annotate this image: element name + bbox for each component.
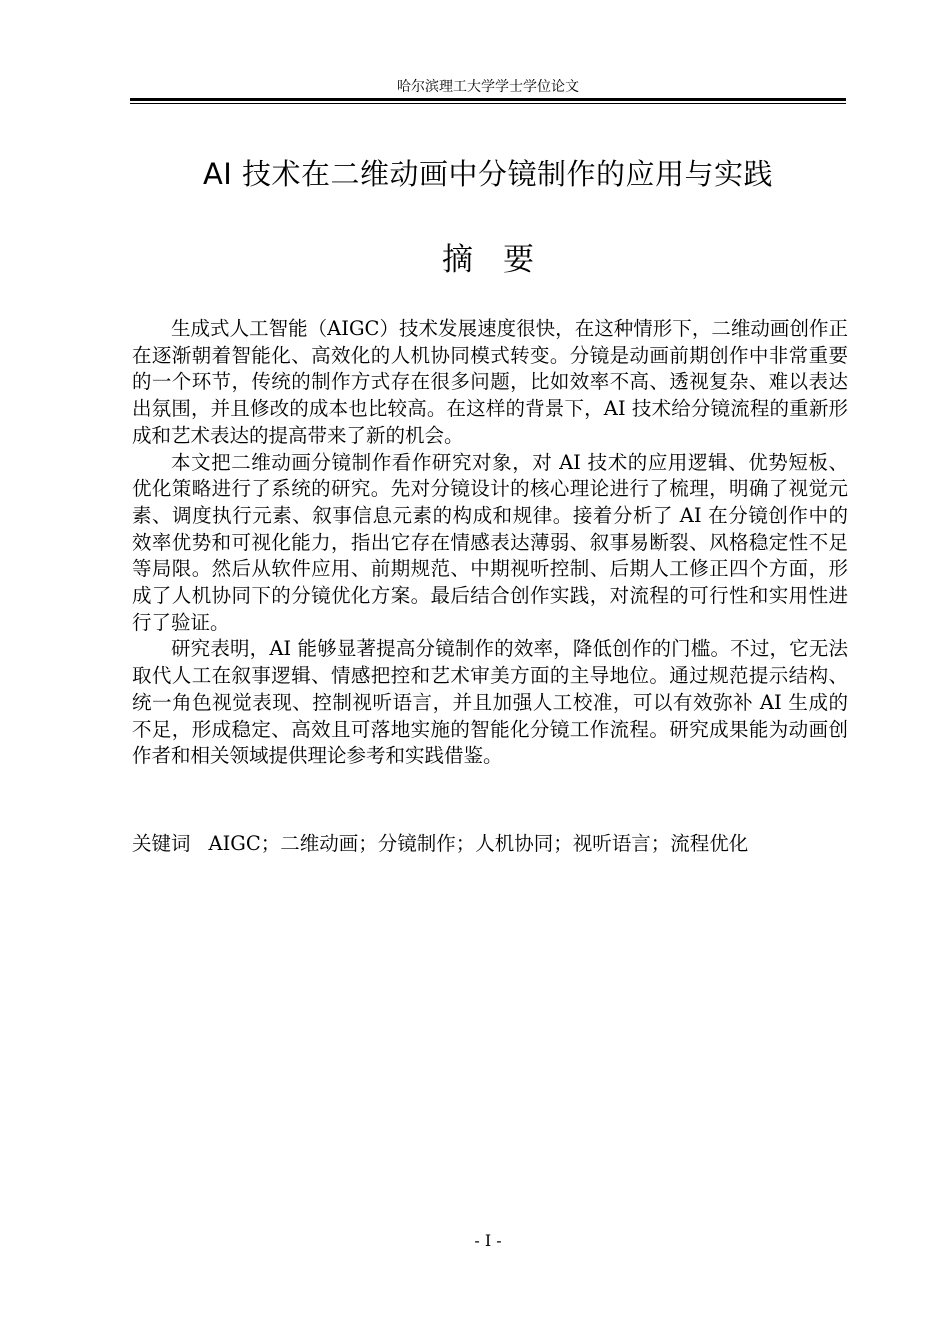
- abstract-paragraph-2: 本文把二维动画分镜制作看作研究对象，对 AI 技术的应用逻辑、优势短板、优化策略进行了系统的研究。先对分镜设计的核心理论进行了梳理，明确了视觉元素、调度执行元素、叙事信息元素的构成和规律。接着分析了 AI 在分镜创作中的效率优势和可视化能力，指出它存在情感表达薄弱、叙事易断裂、风格稳定性不足等局限。然后从软件应用、前期规范、中期视听控制、后期人工修正四个方面，形成了人机协同下的分镜优化方案。最后结合创作实践，对流程的可行性和实用性进行了验证。: [132, 450, 848, 634]
- page-number: - I -: [474, 1231, 502, 1250]
- thesis-title: AI 技术在二维动画中分镜制作的应用与实践: [202, 157, 774, 191]
- keywords-label: 关键词: [132, 832, 191, 855]
- abstract-paragraph-3: 研究表明，AI 能够显著提高分镜制作的效率，降低创作的门槛。不过，它无法取代人工在叙事逻辑、情感把控和艺术审美方面的主导地位。通过规范提示结构、统一角色视觉表现、控制视听语言，并且加强人工校准，可以有效弥补 AI 生成的不足，形成稳定、高效且可落地实施的智能化分镜工作流程。研究成果能为动画创作者和相关领域提供理论参考和实践借鉴。: [132, 637, 848, 768]
- keywords-value: AIGC；二维动画；分镜制作；人机协同；视听语言；流程优化: [208, 832, 749, 855]
- keywords-line: [132, 830, 848, 858]
- abstract-paragraph-1: 生成式人工智能（AIGC）技术发展速度很快，在这种情形下，二维动画创作正在逐渐朝着智能化、高效化的人机协同模式转变。分镜是动画前期创作中非常重要的一个环节，传统的制作方式存在很多问题，比如效率不高、透视复杂、难以表达出氛围，并且修改的成本也比较高。在这样的背景下，AI 技术给分镜流程的重新形成和艺术表达的提高带来了新的机会。: [132, 317, 848, 447]
- header-rule-thick: [130, 98, 846, 101]
- header-rule-thin: [130, 103, 846, 104]
- abstract-body: [132, 316, 848, 770]
- abstract-heading: 摘要: [442, 242, 564, 278]
- running-header: 哈尔滨理工大学学士学位论文: [397, 79, 579, 95]
